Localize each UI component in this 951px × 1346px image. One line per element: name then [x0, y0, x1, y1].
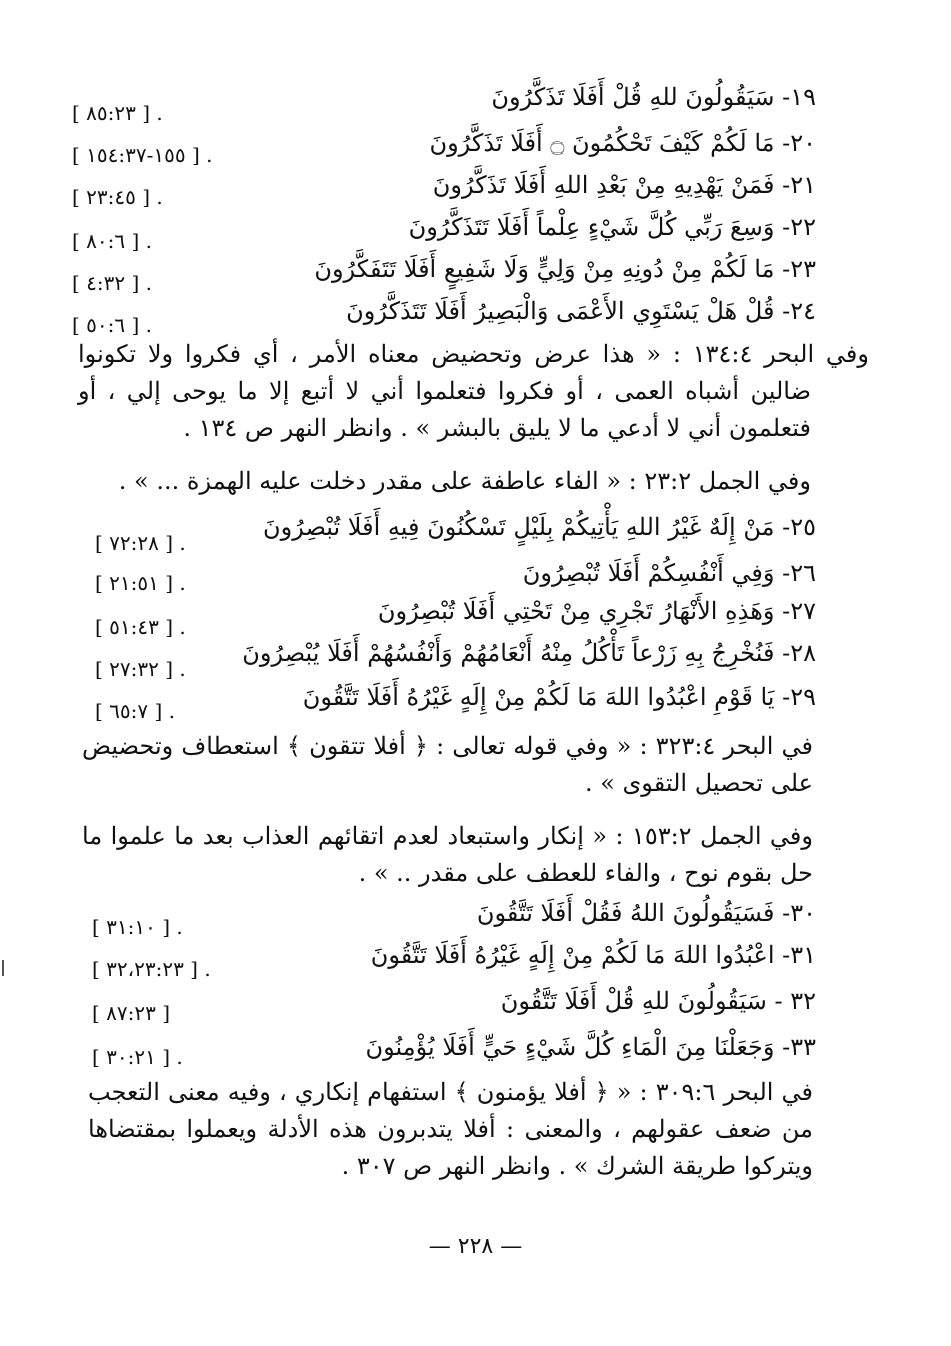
verse-reference: . [ ٣٢،٢٣:٢٣ ] [92, 957, 211, 981]
verse-reference: . [ ٦٥:٧ ] [95, 699, 176, 723]
verse-reference: . [ ٢١:٥١ ] [95, 571, 186, 595]
verse-line: ٣٢ - سَيَقُولُونَ للهِ قُلْ أَفَلَا تَتَّقُونَ [500, 987, 816, 1015]
verse-reference: . [ ٨٥:٢٣ ] [72, 101, 163, 125]
verse-line: ٢٧- وَهَذِهِ الأَنْهَارُ تَجْرِي مِنْ تَحْتِي أَفَلَا تُبْصِرُونَ [377, 597, 816, 625]
verse-line: ٢٠- مَا لَكُمْ كَيْفَ تَحْكُمُونَ ۝ أَفَلَا تَذَكَّرُونَ [429, 129, 816, 157]
verse-reference: . [ ٢٣:٤٥ ] [72, 185, 163, 209]
verse-line: ٢١- فَمَنْ يَهْدِيهِ مِنْ بَعْدِ اللهِ أَفَلَا تَذَكَّرُونَ [432, 171, 816, 199]
verse-line: ٢٦- وَفِي أَنْفُسِكُمْ أَفَلَا تُبْصِرُونَ [522, 559, 816, 587]
verse-line: ١٩- سَيَقُولُونَ للهِ قُلْ أَفَلَا تَذَكَّرُونَ [491, 83, 816, 111]
verse-reference: . [ ٨٠:٦ ] [72, 229, 153, 253]
verse-line: ٢٨- فَنُخْرِجُ بِهِ زَرْعاً تَأْكُلُ مِنْهُ أَنْعَامُهُمْ وَأَنْفُسُهُمْ أَفَلَا يُبْصِرُونَ [242, 639, 816, 667]
verse-line: ٢٤- قُلْ هَلْ يَسْتَوِي الأَعْمَى وَالْبَصِيرُ أَفَلَا تَتَذَكَّرُونَ [346, 297, 816, 325]
verse-reference: . [ ٧٢:٢٨ ] [95, 531, 186, 555]
verse-reference: . [ ١٥٥-١٥٤:٣٧ ] [72, 143, 213, 167]
verse-reference: . [ ٥١:٤٣ ] [95, 615, 186, 639]
verse-reference: [ ٨٧:٢٣ ] [92, 1001, 171, 1025]
verse-line: ٢٣- مَا لَكُمْ مِنْ دُونِهِ مِنْ وَلِيٍّ وَلَا شَفِيعٍ أَفَلَا تَتَفَكَّرُونَ [314, 255, 816, 283]
verse-line: ٢٥- مَنْ إِلَهٌ غَيْرُ اللهِ يَأْتِيكُمْ بِلَيْلٍ تَسْكُنُونَ فِيهِ أَفَلَا تُبْصِرُونَ [262, 513, 816, 541]
scan-edge-mark [2, 960, 4, 976]
commentary-paragraph: وفي الجمل ١٥٣:٢ : « إنكار واستبعاد لعدم اتقائهم العذاب بعد ما علموا ما حل بقوم نوح ، والفاء للعطف على مقدر .. » . [82, 822, 813, 887]
verse-reference: . [ ٤:٣٢ ] [72, 271, 153, 295]
commentary-paragraph: وفي الجمل ٢٣:٢ : « الفاء عاطفة على مقدر دخلت عليه الهمزة ... » . [118, 467, 811, 495]
verse-line: ٢٢- وَسِعَ رَبِّي كُلَّ شَيْءٍ عِلْماً أَفَلَا تَتَذَكَّرُونَ [408, 213, 816, 241]
verse-line: ٣٠- فَسَيَقُولُونَ اللهُ فَقُلْ أَفَلَا تَتَّقُونَ [476, 899, 816, 927]
verse-reference: . [ ٥٠:٦ ] [72, 313, 153, 337]
commentary-paragraph: وفي البحر ١٣٤:٤ : « هذا عرض وتحضيض معناه الأمر ، أي فكروا ولا تكونوا ضالين أشباه العمى ، أو فكروا فتعلموا أني لا أتبع إلا ما يوحى إلي ، أو فتعلمون أني لا أدعي ما لا يليق بالبشر » . وانظر النهر ص ١٣٤ . [78, 340, 869, 442]
verse-reference: . [ ٢٧:٣٢ ] [95, 657, 186, 681]
commentary-paragraph: في البحر ٣٠٩:٦ : « ﴿ أفلا يؤمنون ﴾ استفهام إنكاري ، وفيه معنى التعجب من ضعف عقولهم ، والمعنى : أفلا يتدبرون هذه الأدلة ويعملوا بمقتضاها ويتركوا طريقة الشرك » . وانظر النهر ص ٣٠٧ . [88, 1078, 813, 1180]
verse-line: ٢٩- يَا قَوْمِ اعْبُدُوا اللهَ مَا لَكُمْ مِنْ إِلَهٍ غَيْرُهُ أَفَلَا تَتَّقُونَ [302, 683, 816, 711]
verse-reference: . [ ٣٠:٢١ ] [92, 1045, 183, 1069]
page-number: — ٢٢٨ — [428, 1234, 523, 1259]
verse-line: ٣١- اعْبُدُوا اللهَ مَا لَكُمْ مِنْ إِلَهٍ غَيْرُهُ أَفَلَا تَتَّقُونَ [370, 941, 816, 969]
verse-reference: . [ ٣١:١٠ ] [92, 915, 183, 939]
commentary-paragraph: في البحر ٣٢٣:٤ : « وفي قوله تعالى : ﴿ أفلا تتقون ﴾ استعطاف وتحضيض على تحصيل التقوى » . [82, 732, 813, 797]
verse-line: ٣٣- وَجَعَلْنَا مِنَ الْمَاءِ كُلَّ شَيْءٍ حَيٍّ أَفَلَا يُؤْمِنُونَ [365, 1033, 816, 1061]
